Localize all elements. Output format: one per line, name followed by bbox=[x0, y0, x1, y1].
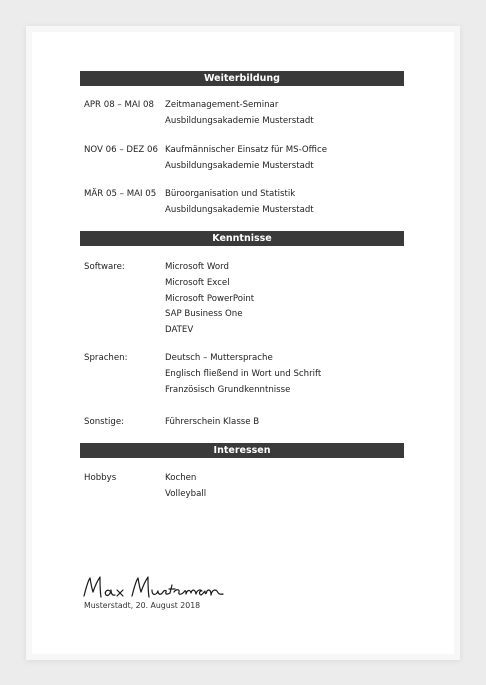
entry-institution: Ausbildungsakademie Musterstadt bbox=[165, 161, 314, 171]
hobby-item: Volleyball bbox=[165, 489, 207, 499]
language-item: Deutsch – Muttersprache bbox=[165, 353, 273, 363]
language-item: Französisch Grundkenntnisse bbox=[165, 385, 291, 395]
entry-title: Kaufmännischer Einsatz für MS-Office bbox=[165, 145, 327, 155]
skill-item: Microsoft Excel bbox=[165, 278, 230, 288]
section-header-weiterbildung: Weiterbildung bbox=[80, 71, 404, 86]
signature-place-date: Musterstadt, 20. August 2018 bbox=[84, 601, 201, 610]
signature-image bbox=[82, 574, 227, 602]
skill-label-sonstige: Sonstige: bbox=[84, 417, 125, 427]
entry-institution: Ausbildungsakademie Musterstadt bbox=[165, 205, 314, 215]
skill-label-sprachen: Sprachen: bbox=[84, 353, 128, 363]
hobby-item: Kochen bbox=[165, 473, 197, 483]
section-header-interessen: Interessen bbox=[80, 443, 404, 458]
other-item: Führerschein Klasse B bbox=[165, 417, 260, 427]
skill-label-software: Software: bbox=[84, 262, 125, 272]
skill-item: SAP Business One bbox=[165, 309, 243, 319]
section-header-kenntnisse: Kenntnisse bbox=[80, 231, 404, 246]
entry-date: NOV 06 – DEZ 06 bbox=[84, 145, 158, 155]
hobby-label: Hobbys bbox=[84, 473, 117, 483]
skill-item: DATEV bbox=[165, 325, 194, 335]
entry-date: APR 08 – MAI 08 bbox=[84, 100, 154, 110]
entry-title: Zeitmanagement-Seminar bbox=[165, 100, 279, 110]
skill-item: Microsoft PowerPoint bbox=[165, 294, 255, 304]
language-item: Englisch fließend in Wort und Schrift bbox=[165, 369, 322, 379]
skill-item: Microsoft Word bbox=[165, 262, 229, 272]
entry-date: MÄR 05 – MAI 05 bbox=[84, 189, 157, 199]
entry-title: Büroorganisation und Statistik bbox=[165, 189, 296, 199]
entry-institution: Ausbildungsakademie Musterstadt bbox=[165, 116, 314, 126]
